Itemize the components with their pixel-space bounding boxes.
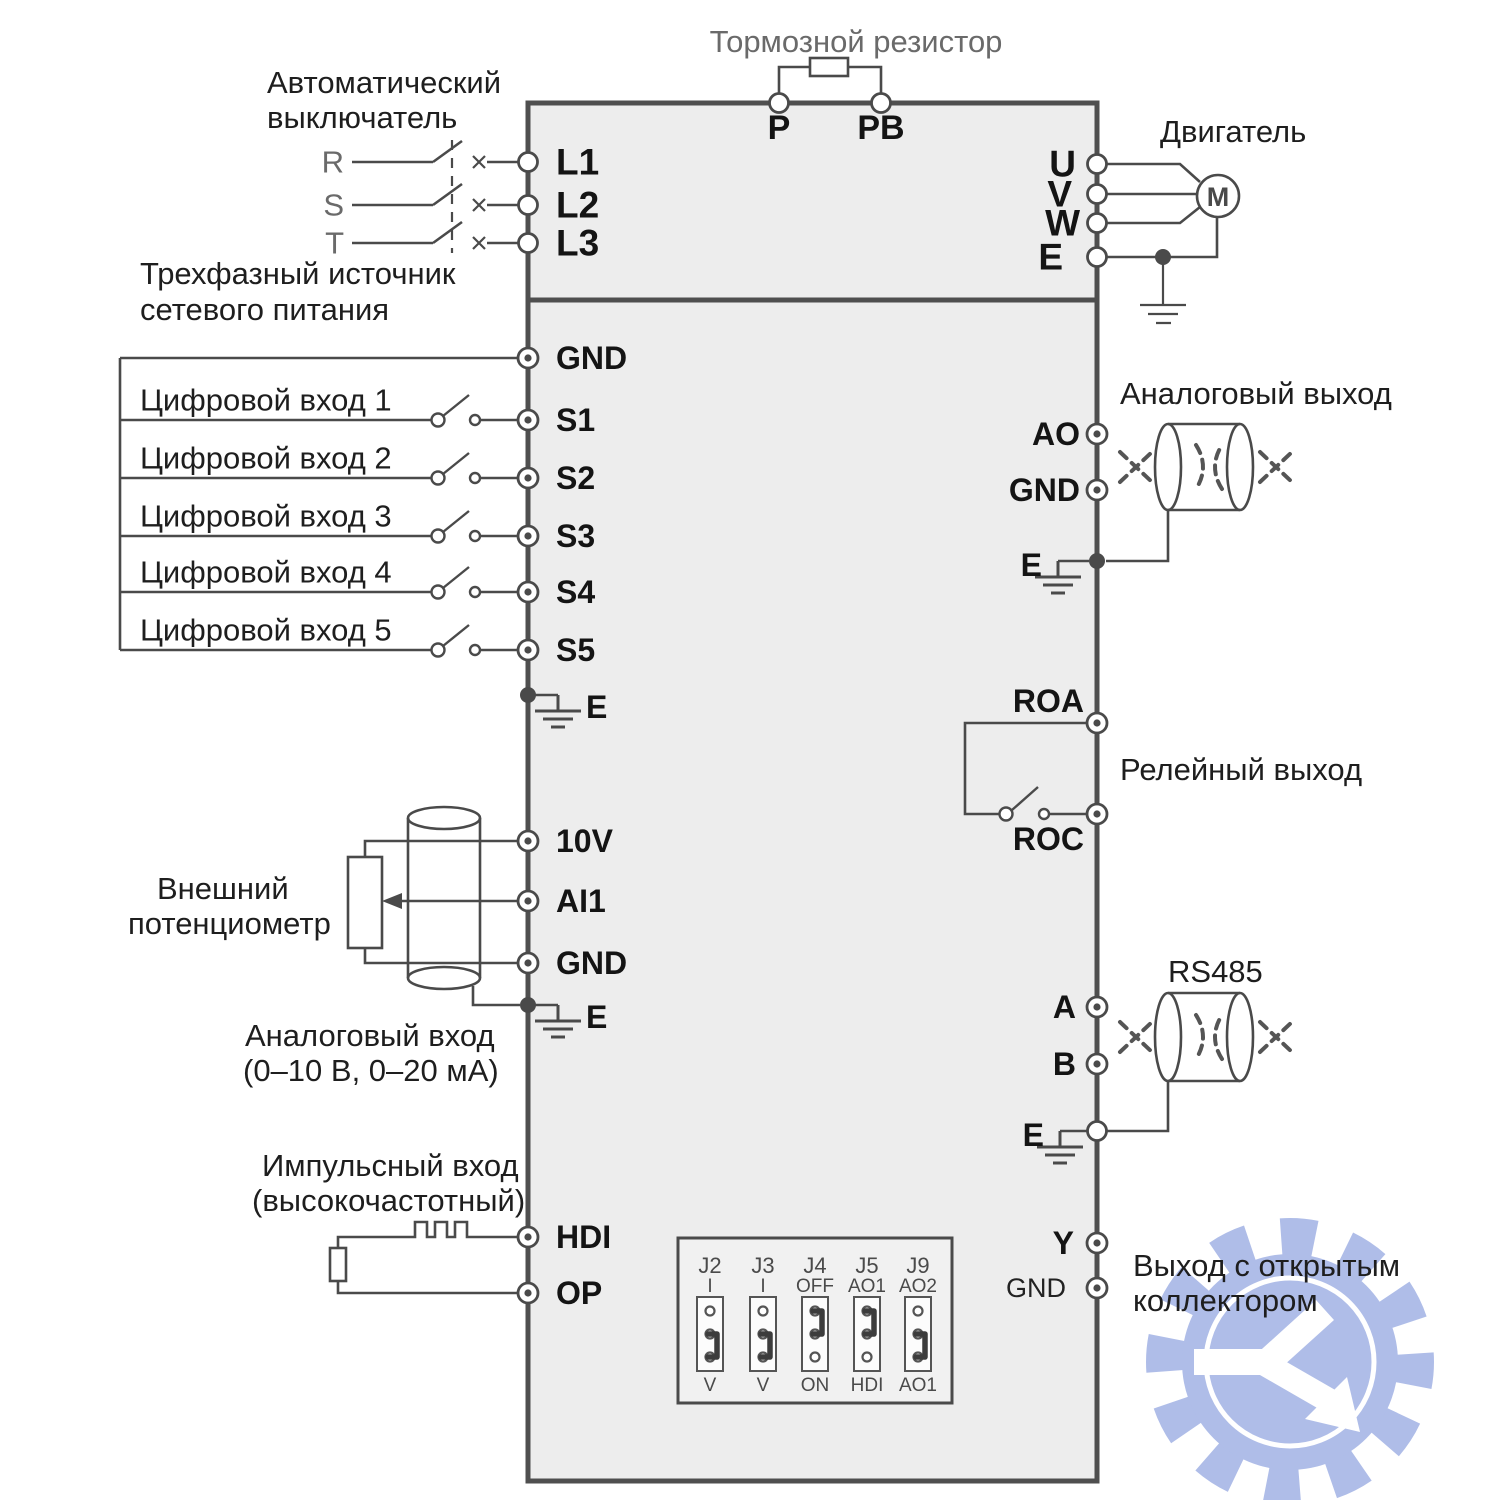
terminal-e-power	[1088, 248, 1107, 267]
pulse-caption-line1: Импульсный вход	[262, 1148, 519, 1183]
breaker-pole-s	[352, 184, 518, 211]
jumper-j5-top: AO1	[847, 1276, 887, 1297]
terminal-gnd-digital	[518, 348, 538, 368]
terminal-l3	[519, 234, 538, 253]
terminal-y-label: Y	[1052, 1225, 1074, 1261]
jumper-j5-bottom: HDI	[850, 1375, 884, 1396]
terminal-op	[518, 1283, 538, 1303]
digital-switch-4	[432, 567, 519, 599]
open-collector-caption-line1: Выход с открытым	[1133, 1248, 1401, 1283]
terminal-a	[1087, 997, 1107, 1017]
terminal-gnd-ai-label: GND	[556, 945, 628, 981]
jumper-j2-bottom: V	[703, 1375, 717, 1396]
terminal-gnd-ao-label: GND	[1008, 472, 1080, 508]
terminal-l1	[519, 153, 538, 172]
terminal-e-ao-label: E	[1020, 547, 1042, 583]
pot-shield-drain	[473, 986, 520, 1005]
terminal-s5-label: S5	[556, 632, 596, 668]
terminal-roa	[1087, 713, 1107, 733]
jumper-j9-bottom: AO1	[898, 1375, 938, 1396]
twisted-pair-ao-left	[1120, 452, 1152, 482]
potentiometer-symbol	[348, 857, 382, 948]
supply-label-line2: сетевого питания	[140, 292, 390, 327]
jumper-panel	[678, 1238, 952, 1403]
terminal-s2-label: S2	[556, 460, 596, 496]
motor-wires	[1106, 164, 1217, 257]
terminal-a-label: A	[1052, 989, 1076, 1025]
terminal-s2	[518, 468, 538, 488]
digital-input-4-label: Цифровой вход 4	[140, 554, 392, 590]
terminal-gnd-oc-label: GND	[1006, 1273, 1066, 1303]
digital-input-1-label: Цифровой вход 1	[140, 382, 392, 418]
analog-output-title: Аналоговый выход	[1120, 376, 1392, 411]
terminal-ao-label: AO	[1032, 416, 1080, 452]
jumper-j2-top: I	[707, 1276, 713, 1297]
jumper-j3-name: J3	[751, 1253, 775, 1278]
phase-t-label: T	[325, 225, 344, 261]
terminal-p-label: P	[767, 109, 791, 147]
terminal-s5	[518, 640, 538, 660]
terminal-s1	[518, 410, 538, 430]
brake-resistor-symbol	[810, 58, 848, 76]
terminal-ai1-label: AI1	[556, 883, 606, 919]
terminal-s4-label: S4	[556, 574, 596, 610]
open-collector-caption-line2: коллектором	[1133, 1283, 1318, 1318]
twisted-pair-ao-right	[1260, 452, 1292, 482]
terminal-gnd-ai	[518, 953, 538, 973]
rs485-shield-drain	[1106, 1081, 1168, 1131]
jumper-j4-name: J4	[803, 1253, 827, 1278]
terminal-e-power-label: E	[1038, 236, 1063, 278]
terminal-e-rs485-label: E	[1022, 1117, 1044, 1153]
terminal-w-label: W	[1045, 202, 1080, 244]
terminal-ao	[1087, 424, 1107, 444]
pot-wiper-arrow	[382, 893, 402, 909]
phase-r-label: R	[321, 144, 344, 180]
breaker-label-line1: Автоматический	[267, 65, 502, 100]
jumper-j5-name: J5	[855, 1253, 879, 1278]
motor-earth-ground	[1140, 257, 1186, 323]
jumper-j9-name: J9	[906, 1253, 930, 1278]
terminal-w	[1088, 214, 1107, 233]
terminal-l2	[519, 196, 538, 215]
terminal-roc	[1087, 804, 1107, 824]
ao-shield-drain	[1106, 510, 1168, 561]
terminal-hdi	[518, 1227, 538, 1247]
jumper-j3-bottom: V	[756, 1375, 770, 1396]
breaker-pole-t	[352, 222, 518, 249]
digital-switch-1	[432, 395, 519, 427]
terminal-b	[1087, 1054, 1107, 1074]
digital-switch-5	[432, 625, 519, 657]
ai-e-junction	[520, 997, 536, 1013]
analog-input-caption-line1: Аналоговый вход	[245, 1018, 495, 1053]
terminal-gnd-oc	[1087, 1278, 1107, 1298]
brake-resistor-title: Тормозной резистор	[709, 24, 1003, 59]
pulse-wave-icon	[411, 1222, 518, 1237]
terminal-s3	[518, 526, 538, 546]
terminal-op-label: OP	[556, 1275, 603, 1311]
terminal-s1-label: S1	[556, 402, 596, 438]
terminal-ai1	[518, 891, 538, 911]
motor-letter: M	[1206, 182, 1230, 212]
jumper-j2-name: J2	[698, 1253, 722, 1278]
circuit-breaker-block	[140, 65, 518, 327]
terminal-b-label: B	[1052, 1046, 1076, 1082]
jumper-j4-top: OFF	[796, 1276, 834, 1297]
jumper-j9-top: AO2	[898, 1276, 938, 1297]
pulse-caption-line2: (высокочастотный)	[252, 1183, 526, 1218]
twisted-pair-ao-inner	[1196, 445, 1222, 489]
terminal-gnd-digital-label: GND	[556, 340, 628, 376]
analog-input-caption-line2: (0–10 В, 0–20 мА)	[243, 1053, 499, 1088]
terminal-l3-label: L3	[556, 222, 600, 264]
digital-switch-3	[432, 511, 519, 543]
mains-input-terminals	[519, 142, 600, 264]
terminal-10v	[518, 831, 538, 851]
terminal-10v-label: 10V	[556, 823, 613, 859]
digital-e-junction	[520, 687, 536, 703]
terminal-pb-label: PB	[857, 109, 905, 147]
terminal-e-ai-label: E	[586, 999, 608, 1035]
jumper-j4-bottom: ON	[800, 1375, 830, 1396]
rs485-title: RS485	[1168, 954, 1263, 989]
pulse-loop	[338, 1237, 518, 1293]
ao-e-junction	[1089, 553, 1105, 569]
pot-label-line1: Внешний	[157, 871, 289, 906]
twisted-pair-rs485-inner	[1196, 1015, 1222, 1059]
twisted-pair-rs485-left	[1120, 1022, 1152, 1052]
terminal-e-rs485	[1088, 1122, 1107, 1141]
terminal-hdi-label: HDI	[556, 1219, 612, 1255]
terminal-v-label: V	[1047, 173, 1072, 215]
jumper-j3-top: I	[760, 1276, 766, 1297]
pulse-resistor-symbol	[330, 1248, 346, 1281]
terminal-v	[1088, 185, 1107, 204]
terminal-y	[1087, 1233, 1107, 1253]
terminal-u	[1088, 155, 1107, 174]
pot-label-line2: потенциометр	[128, 906, 331, 941]
relay-output-title: Релейный выход	[1120, 752, 1363, 787]
terminal-u-label: U	[1049, 143, 1076, 185]
terminal-roc-label: ROC	[1012, 821, 1084, 857]
twisted-pair-rs485-right	[1260, 1022, 1292, 1052]
digital-input-3-label: Цифровой вход 3	[140, 498, 392, 534]
terminal-l2-label: L2	[556, 184, 600, 226]
terminal-s4	[518, 582, 538, 602]
terminal-s3-label: S3	[556, 518, 596, 554]
terminal-e-digital-label: E	[586, 689, 608, 725]
breaker-pole-r	[352, 141, 518, 168]
terminal-gnd-ao	[1087, 480, 1107, 500]
motor-title: Двигатель	[1160, 114, 1307, 149]
digital-switch-2	[432, 453, 519, 485]
terminal-roa-label: ROA	[1012, 683, 1084, 719]
digital-input-5-label: Цифровой вход 5	[140, 612, 392, 648]
breaker-label-line2: выключатель	[267, 100, 458, 135]
digital-input-2-label: Цифровой вход 2	[140, 440, 392, 476]
supply-label-line1: Трехфазный источник	[140, 256, 456, 291]
terminal-l1-label: L1	[556, 141, 600, 183]
phase-s-label: S	[323, 187, 344, 223]
